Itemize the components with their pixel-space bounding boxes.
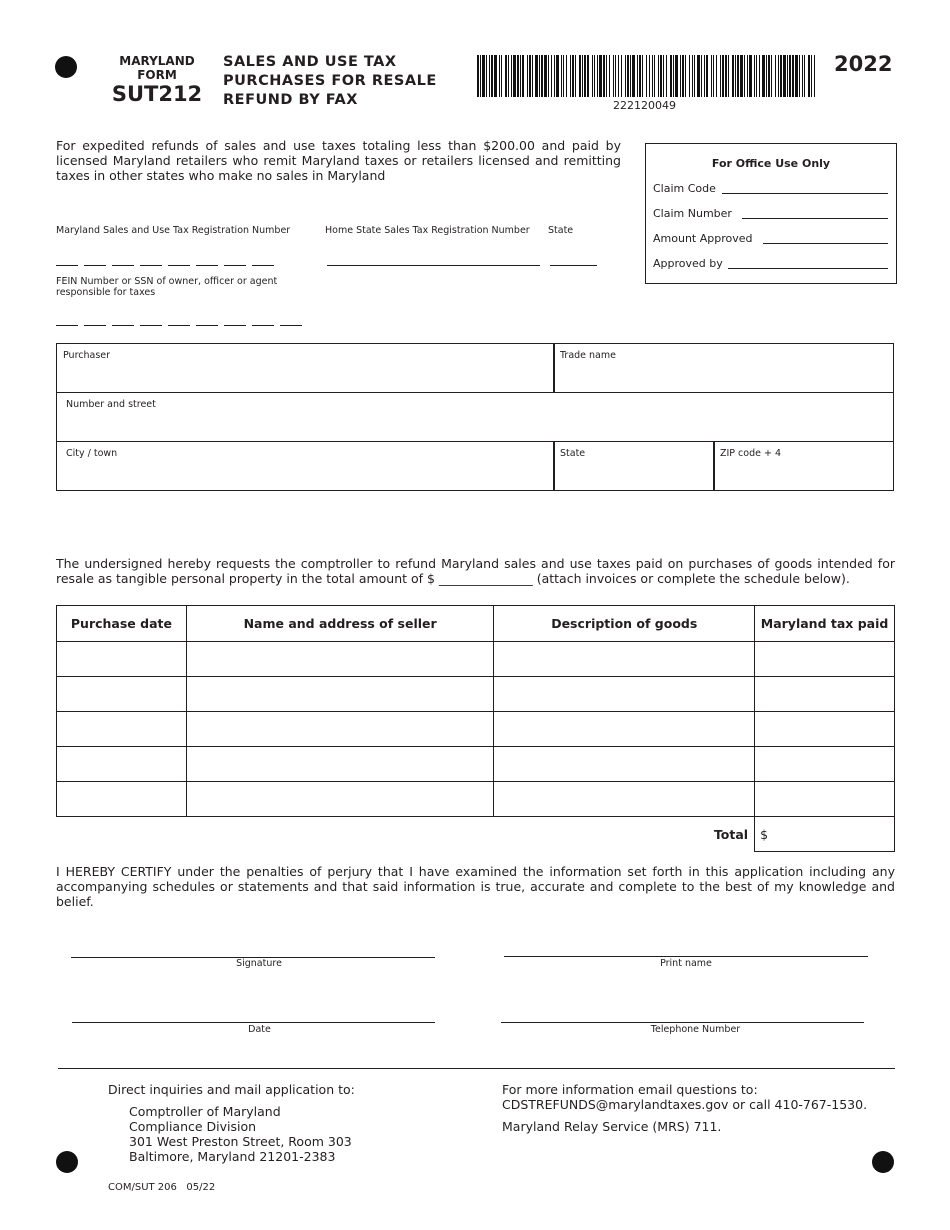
barcode-bar (802, 55, 803, 97)
digit-slot (252, 325, 274, 326)
total-amount-field[interactable] (755, 817, 895, 852)
barcode-bar (513, 55, 516, 97)
barcode-bar (603, 55, 605, 97)
barcode-bar (575, 55, 576, 97)
purchase-date-cell[interactable] (57, 642, 187, 677)
barcode-bar (759, 55, 760, 97)
barcode-bar (511, 55, 512, 97)
barcode-bar (814, 55, 815, 97)
barcode-bar (706, 55, 708, 97)
barcode-bar (582, 55, 583, 97)
barcode-bar (505, 55, 507, 97)
seller-cell[interactable] (186, 712, 494, 747)
barcode-bar (556, 55, 559, 97)
barcode-bar (520, 55, 521, 97)
barcode-bar (529, 55, 531, 97)
info-line-2[interactable]: CDSTREFUNDS@marylandtaxes.gov or call 410-767-1530. (502, 1097, 868, 1112)
digit-slot (56, 265, 78, 266)
registration-mark-top-left (55, 56, 77, 78)
date-line[interactable] (72, 1022, 435, 1023)
digit-slot (112, 265, 134, 266)
digit-slot (140, 325, 162, 326)
title-line-2: PURCHASES FOR RESALE (223, 73, 437, 89)
tax-paid-cell[interactable] (755, 782, 895, 817)
barcode (477, 55, 815, 97)
request-text-line-2: resale as tangible personal property in the total amount of $ _______________ (attach invoices or complete the schedule below). (56, 571, 850, 586)
barcode-bar (722, 55, 724, 97)
mailing-address (129, 1104, 352, 1164)
barcode-bar (808, 55, 810, 97)
title-line-3: REFUND BY FAX (223, 92, 358, 108)
barcode-bar (735, 55, 736, 97)
street-field[interactable] (56, 392, 894, 442)
barcode-bar (728, 55, 729, 97)
claim-code-label: Claim Code (653, 182, 716, 195)
barcode-bar (501, 55, 502, 97)
office-use-box (645, 143, 897, 284)
description-cell[interactable] (494, 747, 755, 782)
barcode-bar (658, 55, 659, 97)
barcode-bar (689, 55, 690, 97)
barcode-bar (701, 55, 702, 97)
barcode-bar (489, 55, 490, 97)
purchase-date-cell[interactable] (57, 782, 187, 817)
form-identifier (108, 54, 206, 106)
claim-number-label: Claim Number (653, 207, 732, 220)
barcode-bar (561, 55, 562, 97)
barcode-bar (766, 55, 767, 97)
digit-slot (196, 325, 218, 326)
table-row (57, 747, 895, 782)
barcode-bar (606, 55, 607, 97)
barcode-bar (799, 55, 800, 97)
barcode-bar (720, 55, 721, 97)
barcode-bar (594, 55, 595, 97)
total-label: Total (57, 817, 755, 852)
md-registration-input[interactable] (56, 265, 278, 267)
telephone-line[interactable] (501, 1022, 864, 1023)
barcode-bar (713, 55, 714, 97)
digit-slot (140, 265, 162, 266)
table-row (57, 712, 895, 747)
barcode-bar (517, 55, 519, 97)
zip-label: ZIP code + 4 (720, 448, 782, 459)
barcode-bar (737, 55, 739, 97)
barcode-bar (615, 55, 616, 97)
barcode-bar (654, 55, 655, 97)
description-cell[interactable] (494, 712, 755, 747)
barcode-bar (704, 55, 705, 97)
city-field[interactable] (56, 441, 555, 491)
form-label: FORM (137, 68, 177, 82)
barcode-bar (783, 55, 786, 97)
purchase-schedule-table (56, 605, 895, 852)
address-line-3: 301 West Preston Street, Room 303 (129, 1134, 352, 1149)
address-line-1: Comptroller of Maryland (129, 1104, 281, 1119)
seller-cell[interactable] (186, 782, 494, 817)
barcode-bar (544, 55, 547, 97)
barcode-bar (632, 55, 635, 97)
tax-paid-cell[interactable] (755, 712, 895, 747)
barcode-bar (744, 55, 745, 97)
table-row (57, 677, 895, 712)
trade-name-field[interactable] (553, 343, 894, 393)
claim-code-line (722, 193, 888, 194)
table-row (57, 782, 895, 817)
col-description: Description of goods (494, 606, 755, 642)
barcode-bar (541, 55, 543, 97)
barcode-bar (642, 55, 643, 97)
barcode-bar (535, 55, 538, 97)
date-label: Date (248, 1024, 271, 1035)
inquiries-heading: Direct inquiries and mail application to: (108, 1082, 355, 1097)
barcode-bar (692, 55, 693, 97)
digit-slot (252, 265, 274, 266)
total-row (57, 817, 895, 852)
approved-by-label: Approved by (653, 257, 723, 270)
digit-slot (224, 265, 246, 266)
md-registration-label: Maryland Sales and Use Tax Registration Number (56, 225, 291, 236)
home-registration-input[interactable] (327, 265, 540, 266)
claim-number-line (742, 218, 888, 219)
barcode-bar (494, 55, 497, 97)
barcode-bar (697, 55, 700, 97)
description-cell[interactable] (494, 642, 755, 677)
description-cell[interactable] (494, 782, 755, 817)
barcode-bar (795, 55, 798, 97)
barcode-bar (486, 55, 487, 97)
barcode-bar (625, 55, 626, 97)
barcode-bar (584, 55, 586, 97)
schedule-header-row (57, 606, 895, 642)
barcode-bar (756, 55, 757, 97)
digit-slot (196, 265, 218, 266)
barcode-bar (480, 55, 481, 97)
registration-mark-bottom-right (872, 1151, 894, 1173)
tax-paid-cell[interactable] (755, 747, 895, 782)
seller-cell[interactable] (186, 677, 494, 712)
barcode-bar (666, 55, 667, 97)
barcode-bar (563, 55, 564, 97)
barcode-bar (732, 55, 734, 97)
fein-label: FEIN Number or SSN of owner, officer or agent responsible for taxes (56, 276, 278, 298)
barcode-bar (740, 55, 743, 97)
barcode-bar (663, 55, 664, 97)
barcode-bar (694, 55, 695, 97)
certification-text: I HEREBY CERTIFY under the penalties of perjury that I have examined the information set forth in this application including any accompanying schedules or statements and that said information is true, accurate and complete to the best of my knowledge and belief. (56, 864, 895, 909)
barcode-bar (780, 55, 782, 97)
request-text-line-1: The undersigned hereby requests the comptroller to refund Maryland sales and use taxes paid on purchases of goods intended for (56, 556, 895, 571)
barcode-bar (548, 55, 549, 97)
form-code: COM/SUT 206 05/22 (108, 1182, 216, 1193)
barcode-bar (477, 55, 479, 97)
purchaser-field[interactable] (56, 343, 555, 393)
barcode-bar (508, 55, 509, 97)
barcode-bar (554, 55, 555, 97)
barcode-bar (627, 55, 629, 97)
barcode-bar (749, 55, 752, 97)
barcode-bar (592, 55, 593, 97)
barcode-bar (711, 55, 712, 97)
digit-slot (56, 325, 78, 326)
print-name-line[interactable] (504, 956, 868, 957)
address-line-2: Compliance Division (129, 1119, 257, 1134)
barcode-bar (618, 55, 619, 97)
barcode-bar (675, 55, 678, 97)
purchase-date-cell[interactable] (57, 677, 187, 712)
barcode-bar (532, 55, 533, 97)
barcode-bar (572, 55, 574, 97)
col-seller: Name and address of seller (186, 606, 494, 642)
purchase-date-cell[interactable] (57, 712, 187, 747)
barcode-bar (682, 55, 684, 97)
barcode-bar (599, 55, 602, 97)
form-title (223, 53, 437, 110)
trade-name-label: Trade name (560, 350, 616, 361)
relay-service: Maryland Relay Service (MRS) 711. (502, 1119, 722, 1134)
barcode-bar (646, 55, 647, 97)
home-state-label: State (548, 225, 574, 236)
barcode-bar (754, 55, 755, 97)
barcode-bar (597, 55, 598, 97)
amount-approved-label: Amount Approved (653, 232, 753, 245)
barcode-bar (551, 55, 552, 97)
barcode-bar (771, 55, 772, 97)
digit-slot (112, 325, 134, 326)
seller-cell[interactable] (186, 642, 494, 677)
barcode-bar (747, 55, 748, 97)
digit-slot (280, 325, 302, 326)
purchase-date-cell[interactable] (57, 747, 187, 782)
barcode-bar (804, 55, 805, 97)
office-use-title: For Office Use Only (711, 157, 831, 170)
digit-slot (224, 325, 246, 326)
barcode-bar (768, 55, 770, 97)
digit-slot (84, 265, 106, 266)
title-line-1: SALES AND USE TAX (223, 54, 397, 70)
purchaser-label: Purchaser (63, 350, 111, 361)
seller-cell[interactable] (186, 747, 494, 782)
barcode-bar (725, 55, 727, 97)
form-year: 2022 (834, 52, 893, 76)
barcode-bar (621, 55, 622, 97)
barcode-bar (630, 55, 631, 97)
state-label: State (560, 448, 586, 459)
barcode-bar (499, 55, 500, 97)
barcode-bar (639, 55, 641, 97)
total-currency: $ (760, 826, 769, 842)
home-state-input[interactable] (550, 265, 597, 266)
digit-slot (84, 325, 106, 326)
barcode-bar (811, 55, 812, 97)
barcode-bar (609, 55, 610, 97)
state-field[interactable] (553, 441, 715, 491)
col-purchase-date: Purchase date (57, 606, 187, 642)
tax-paid-cell[interactable] (755, 677, 895, 712)
barcode-bar (670, 55, 672, 97)
address-line-4: Baltimore, Maryland 21201-2383 (129, 1149, 336, 1164)
city-label: City / town (66, 448, 118, 459)
fein-input[interactable] (56, 325, 306, 327)
registration-mark-bottom-left (56, 1151, 78, 1173)
signature-label: Signature (236, 958, 282, 969)
barcode-bar (482, 55, 485, 97)
telephone-label: Telephone Number (650, 1024, 741, 1035)
digit-slot (168, 325, 190, 326)
info-block (502, 1082, 867, 1134)
table-row (57, 642, 895, 677)
barcode-bar (652, 55, 653, 97)
barcode-bar (637, 55, 638, 97)
barcode-bar (649, 55, 650, 97)
description-cell[interactable] (494, 677, 755, 712)
barcode-bar (566, 55, 567, 97)
barcode-bar (685, 55, 686, 97)
approved-by-line (728, 268, 888, 269)
barcode-bar (613, 55, 614, 97)
street-label: Number and street (66, 399, 156, 410)
intro-text: For expedited refunds of sales and use taxes totaling less than $200.00 and paid by licensed Maryland retailers who remit Maryland taxes or retailers licensed and remitting taxes in other states who make no sales in Maryland (56, 138, 621, 183)
barcode-bar (792, 55, 794, 97)
barcode-bar (716, 55, 717, 97)
barcode-bar (673, 55, 674, 97)
form-number: SUT212 (111, 82, 203, 106)
barcode-number: 222120049 (613, 99, 676, 112)
barcode-bar (579, 55, 581, 97)
barcode-bar (660, 55, 662, 97)
barcode-bar (787, 55, 788, 97)
digit-slot (168, 265, 190, 266)
barcode-bar (789, 55, 791, 97)
barcode-bar (775, 55, 776, 97)
zip-field[interactable] (713, 441, 894, 491)
home-registration-label: Home State Sales Tax Registration Number (325, 225, 530, 236)
state-label: MARYLAND (119, 54, 195, 68)
barcode-bar (527, 55, 528, 97)
barcode-bar (570, 55, 571, 97)
barcode-bar (762, 55, 765, 97)
barcode-bar (778, 55, 779, 97)
barcode-bar (680, 55, 681, 97)
col-tax-paid: Maryland tax paid (755, 606, 895, 642)
footer-divider (58, 1068, 895, 1069)
info-line-1: For more information email questions to: (502, 1082, 758, 1097)
barcode-bar (491, 55, 493, 97)
print-name-label: Print name (660, 958, 712, 969)
barcode-bar (522, 55, 524, 97)
amount-approved-line (763, 243, 888, 244)
tax-paid-cell[interactable] (755, 642, 895, 677)
barcode-bar (539, 55, 540, 97)
barcode-bar (587, 55, 589, 97)
